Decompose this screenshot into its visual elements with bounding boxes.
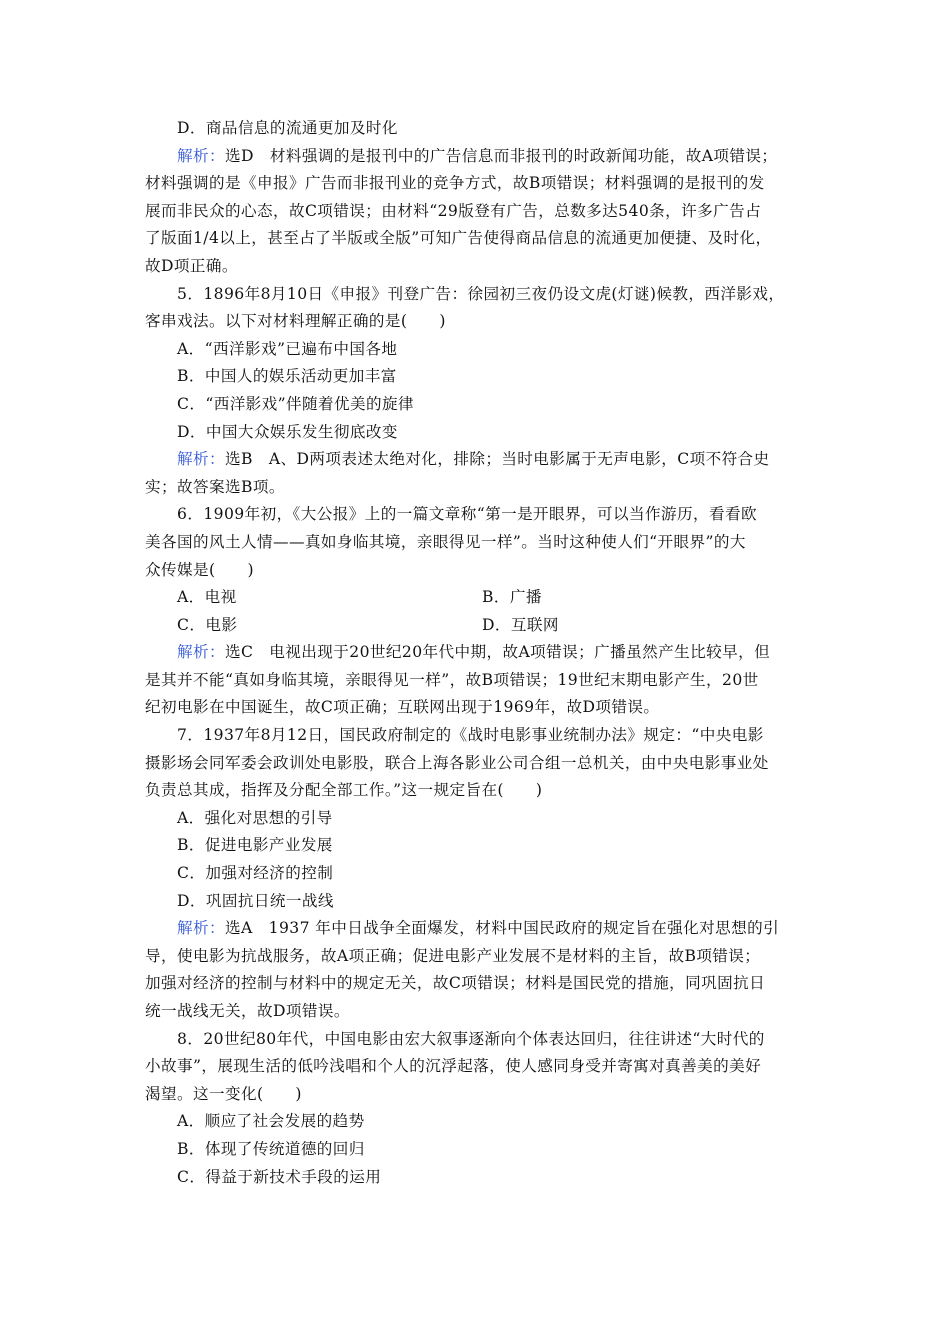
q6-stem-line-3: 众传媒是( ) (145, 560, 254, 579)
q5-option-c: C．“西洋影戏”伴随着优美的旋律 (177, 394, 414, 413)
q7-option-b: B．促进电影产业发展 (177, 836, 333, 855)
q4-analysis-line-5: 故D项正确。 (145, 256, 238, 275)
q6-analysis-line-2: 是其并不能“真如身临其境，亲眼得见一样”，故B项错误；19世纪末期电影产生，20世 (145, 670, 759, 689)
q4-option-d: D．商品信息的流通更加及时化 (177, 119, 398, 137)
q8-stem-line-2: 小故事”，展现生活的低吟浅唱和个人的沉浮起落，使人感同身受并寄寓对真善美的美好 (145, 1057, 762, 1076)
analysis-label: 解析： (177, 919, 225, 938)
q6-options-row-1 (145, 584, 809, 612)
q7-option-c: C．加强对经济的控制 (177, 864, 334, 883)
q7-option-d: D．巩固抗日统一战线 (177, 891, 334, 910)
q7-stem-line-3: 负责总其成，指挥及分配全部工作。”这一规定旨在( ) (145, 781, 543, 800)
q7-analysis-line-3: 加强对经济的控制与材料中的规定无关，故C项错误；材料是国民党的措施，同巩固抗日 (145, 974, 766, 993)
q6-option-d: D．互联网 (482, 615, 559, 634)
analysis-label: 解析： (177, 450, 225, 469)
q6-option-b: B．广播 (482, 588, 542, 607)
q7-analysis-line-1: 解析：选A 1937 年中日战争全面爆发，材料中国民政府的规定旨在强化对思想的引 (177, 919, 780, 938)
q5-stem-line-1: 5．1896年8月10日《申报》刊登广告：徐园初三夜仍设文虎(灯谜)候教，西洋影戏， (177, 284, 785, 303)
q8-option-a: A．顺应了社会发展的趋势 (177, 1112, 365, 1131)
q4-analysis-line-4: 了版面1/4以上，甚至占了半版或全版”可知广告使得商品信息的流通更加便捷、及时化， (145, 229, 772, 248)
q5-analysis-line-1: 解析：选B A、D两项表述太绝对化，排除；当时电影属于无声电影，C项不符合史 (177, 450, 770, 469)
analysis-label: 解析： (177, 643, 225, 662)
q7-analysis-line-4: 统一战线无关，故D项错误。 (145, 1002, 350, 1020)
q6-option-c: C．电影 (177, 615, 238, 634)
q5-option-d: D．中国大众娱乐发生彻底改变 (177, 422, 398, 441)
q6-stem-line-1: 6．1909年初，《大公报》上的一篇文章称“第一是开眼界，可以当作游历，看看欧 (177, 505, 757, 524)
q4-analysis-line-3: 展而非民众的心态，故C项错误；由材料“29版登有广告，总数多达540条，许多广告占 (145, 201, 762, 220)
q7-stem-line-2: 摄影场会同军委会政训处电影股，联合上海各影业公司合组一总机关，由中央电影事业处 (145, 753, 769, 772)
q6-stem-line-2: 美各国的风土人情——真如身临其境，亲眼得见一样”。当时这种使人们“开眼界”的大 (145, 532, 746, 551)
q6-analysis-line-1: 解析：选C 电视出现于20世纪20年代中期，故A项错误；广播虽然产生比较早，但 (177, 643, 771, 662)
q8-option-c: C．得益于新技术手段的运用 (177, 1167, 382, 1186)
q4-analysis-line-1: 解析：选D 材料强调的是报刊中的广告信息而非报刊的时政新闻功能，故A项错误； (177, 146, 778, 165)
q6-analysis-line-3: 纪初电影在中国诞生，故C项正确；互联网出现于1969年，故D项错误。 (145, 698, 660, 717)
q5-stem-line-2: 客串戏法。以下对材料理解正确的是( ) (145, 312, 446, 331)
q6-options-row-2 (145, 612, 809, 640)
q8-option-b: B．体现了传统道德的回归 (177, 1139, 365, 1158)
analysis-label: 解析： (177, 146, 225, 165)
q6-option-a: A．电视 (177, 588, 237, 607)
q7-stem-line-1: 7．1937年8月12日，国民政府制定的《战时电影事业统制办法》规定：“中央电影 (177, 726, 764, 745)
q7-analysis-line-2: 导，使电影为抗战服务，故A项正确；促进电影产业发展不是材料的主旨，故B项错误； (145, 946, 761, 965)
q5-option-b: B．中国人的娱乐活动更加丰富 (177, 367, 397, 386)
q8-stem-line-1: 8．20世纪80年代，中国电影由宏大叙事逐渐向个体表达回归，往往讲述“大时代的 (177, 1029, 765, 1048)
q5-analysis-line-2: 实；故答案选B项。 (145, 477, 285, 496)
page-content (145, 115, 809, 1191)
q7-option-a: A．强化对思想的引导 (177, 808, 333, 827)
q8-stem-line-3: 渴望。这一变化( ) (145, 1084, 302, 1103)
q5-option-a: A．“西洋影戏”已遍布中国各地 (177, 339, 398, 358)
q4-analysis-line-2: 材料强调的是《申报》广告而非报刊业的竞争方式，故B项错误；材料强调的是报刊的发 (145, 174, 765, 193)
